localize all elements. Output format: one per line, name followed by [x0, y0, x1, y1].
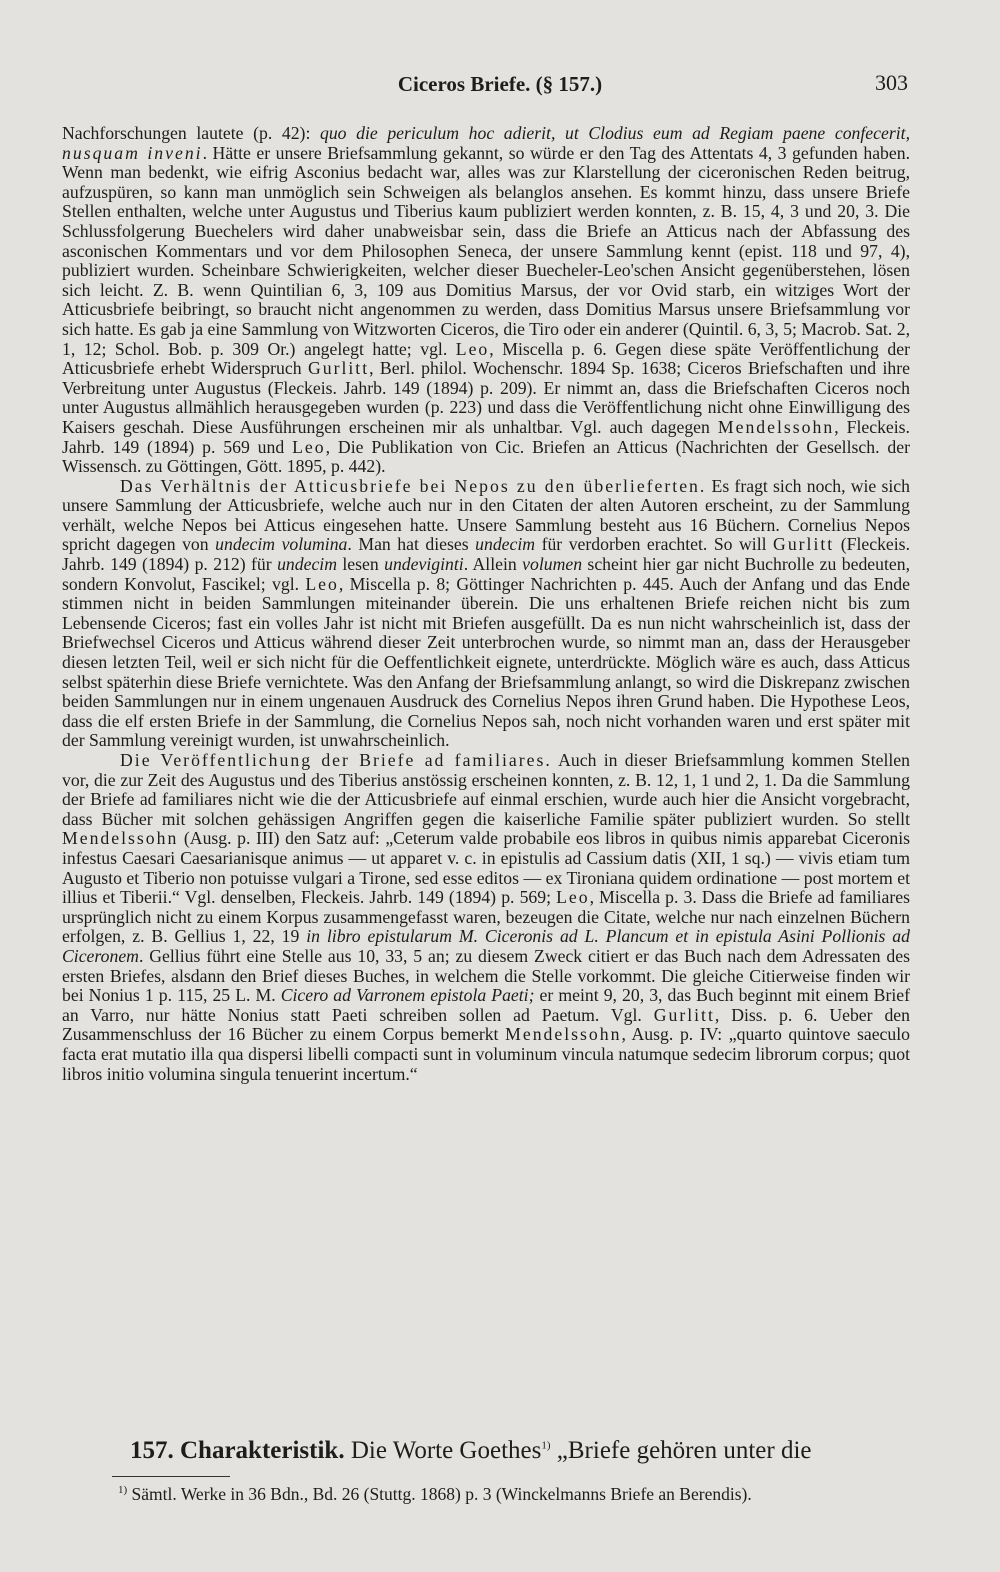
author-name: Gurlitt [773, 534, 835, 555]
section-text: „Briefe gehören unter die [550, 1437, 812, 1464]
author-name: Mendelssohn [717, 416, 835, 437]
author-name: Mendelssohn [505, 1024, 622, 1045]
text: , Die Publikation von Cic. Briefen an Atticus (Nachrichten der Gesellsch. der Wissensch. zu Göttingen, Gött. 1895, p. 442). [62, 436, 910, 477]
spaced-italic: nusquam inveni [62, 142, 203, 163]
footnote-reference[interactable]: 1) [541, 1439, 551, 1452]
italic-term: undecim [277, 554, 337, 575]
italic-term: volumen [522, 554, 583, 575]
paragraph-heading: Das Verhältnis der Atticusbriefe bei Nepos zu den überlieferten. [120, 475, 707, 496]
footnote [118, 1484, 918, 1504]
italic-term: undecim [475, 534, 536, 555]
page-header [0, 66, 1000, 102]
text: , Miscella p. 6. Gegen diese späte Veröffentlichung der Atticusbriefe erhebt Widerspruch [62, 338, 910, 379]
italic-term: undecim volumina [215, 534, 348, 555]
text: , Berl. philol. Wochenschr. 1894 Sp. 1638; Ciceros Briefschaften und ihre Verbreitung unter Augustus (Fleckeis. Jahrb. 149 (1894) p. 209). Er nimmt an, dass die Briefschaften Ciceros noch unter Augustus allmählich herausgegeben wurden (p. 223) und dass die Veröffentlichung nicht ohne Einwilligung des Kaisers geschah. Diese Ausführungen erscheinen mir als unhaltbar. Vgl. auch dagegen [62, 358, 910, 437]
page-number: 303 [875, 70, 908, 95]
author-name: Leo [455, 338, 490, 359]
footnote-text: Sämtl. Werke in 36 Bdn., Bd. 26 (Stuttg. 1868) p. 3 (Winckelmanns Briefe an Berendis). [127, 1484, 752, 1504]
text: , Ausg. p. IV: „quarto quintove saeculo facta erat mutatio illa qua dispersi libelli compacti sunt in voluminum vincula natumque sedecim librorum corpus; quot libros initio volumina singula tenuerint incertum.“ [62, 1024, 910, 1084]
author-name: Mendelssohn [62, 828, 179, 849]
text: für verdorben erachtet. So will [535, 534, 774, 555]
text: . Hätte er unsere Briefsammlung gekannt, so würde er den Tag des Attentats 4, 3 gefunden haben. Wenn man bedenkt, wie eifrig Asconius bedacht war, alles was zur Klarstellung der ciceronischen Reden beitrug, aufzuspüren, so kann man unmöglich sein Schweigen als belanglos ansehen. Es kommt hinzu, dass unsere Briefe Stellen enthalten, welche unter Augustus und Tiberius kaum publiziert werden konnten, z. B. 15, 4, 3 und 20, 3. Die Schlussfolgerung Buechelers wird daher unabweisbar sein, dass die Briefe an Atticus nach der Abfassung des asconischen Kommentars und vor dem Philosophen Seneca, der unsere Sammlung kennt (epist. 118 und 97, 4), publiziert wurden. Scheinbare Schwierigkeiten, welcher dieser Buecheler-Leo'schen Ansicht gegenüberstehen, lösen sich leicht. Z. B. wenn Quintilian 6, 3, 109 aus Domitius Marsus, der vor Ovid starb, ein witziges Wort der Atticusbriefe beibringt, so braucht nicht angenommen zu werden, dass Domitius Marsus unsere Briefsammlung vor sich hatte. Es gab ja eine Sammlung von Witzworten Ciceros, die Tiro oder ein anderer (Quintil. 6, 3, 5; Macrob. Sat. 2, 1, 12; Schol. Bob. p. 309 Or.) angelegt hatte; vgl. [62, 142, 911, 359]
text: (Ausg. p. III) den Satz auf: „Ceterum valde probabile eos libros in quibus nimis apparebat Ciceronis infestus Caesari Caesarianisque animus — ut apparet v. c. in epistulis ad Cassium datis (XII, 1 sq.) — vivis etiam tum Augusto et Tiberio non potuisse vulgari a Tirone, sed esse editos — ex Tironiana quidem ordinatione — post mortem et illius et Tiberii.“ Vgl. denselben, Fleckeis. Jahrb. 149 (1894) p. 569; [62, 828, 910, 908]
section-text: Die Worte Goethes [344, 1437, 542, 1464]
text: , Fleckeis. Jahrb. 149 (1894) p. 569 und [62, 416, 910, 457]
italic-quote: Cicero ad Varronem epistola Paeti; [280, 985, 535, 1006]
author-name: Gurlitt [307, 358, 370, 379]
author-name: Gurlitt [653, 1004, 715, 1025]
paragraph-heading: Die Veröffentlichung der Briefe ad familiares. [120, 750, 552, 770]
text: er meint 9, 20, 3, das Buch beginnt mit einem Brief an Varro, nur hätte Nonius statt Paeti schreiben sollen ad Paetum. Vgl. [62, 985, 910, 1025]
text: scheint hier gar nicht Buchrolle zu bedeuten, sondern Konvolut, Fascikel; vgl. [62, 554, 911, 594]
text: . Allein [463, 554, 523, 575]
running-title: Ciceros Briefe. (§ 157.) [397, 72, 603, 96]
text: . Man hat dieses [347, 534, 476, 555]
text: lesen [336, 554, 385, 575]
footnote-marker: 1) [118, 1484, 128, 1497]
text: , Diss. p. 6. Ueber den Zusammenschluss der 16 Bücher zu einem Corpus bemerkt [62, 1004, 910, 1045]
paragraph-asconius [62, 124, 910, 477]
text: , Miscella p. 8; Göttinger Nachrichten p. 445. Auch der Anfang und das Ende stimmen nicht in beiden Sammlungen miteinander überein. Die uns erhaltenen Briefe reichen nicht bis zum Lebensende Ciceros; fast ein volles Jahr ist nicht mit Briefen ausgefüllt. Da es nun nicht wahrscheinlich ist, dass der Briefwechsel Ciceros und Atticus während dieser Zeit unterbrochen wurde, so nimmt man an, dass der Herausgeber diesen letzten Teil, weil er sich nicht für die Oeffentlichkeit eignete, unterdrückte. Möglich wäre es auch, dass Atticus selbst späterhin diese Briefe vernichtete. Was den Anfang der Briefsammlung anlangt, so wird die Diskrepanz zwischen beiden Sammlungen nur in einem ungenauen Ausdruck des Cornelius Nepos ihren Grund haben. Die Hypothese Leos, dass die elf ersten Briefe in der Sammlung, die Cornelius Nepos sah, noch nicht vorhanden waren und erst später mit der Sammlung vereinigt wurden, ist unwahrscheinlich. [62, 573, 910, 751]
text: Nachforschungen lautete (p. 42): [62, 123, 320, 143]
main-text [62, 124, 910, 1084]
text: Es fragt sich noch, wie sich unsere Sammlung der Atticusbriefe, welche auch nur in den Citaten der alten Autoren erscheint, zu der Sammlung verhält, welche Nepos bei Atticus eingesehen hatte. Unsere Sammlung besteht aus 16 Büchern. Cornelius Nepos spricht dagegen von [62, 475, 910, 555]
text: (Fleckeis. Jahrb. 149 (1894) p. 212) für [62, 534, 910, 575]
paragraph-nepos [62, 477, 910, 751]
footnote-divider [112, 1476, 230, 1477]
section-number: 157. [130, 1437, 174, 1464]
section-heading [130, 1436, 920, 1466]
italic-quote: quo die periculum hoc adierit, ut Clodius eum ad Regiam paene confecerit, [319, 123, 910, 143]
author-name: Leo [305, 573, 339, 594]
author-name: Leo [556, 887, 590, 908]
author-name: Leo [292, 436, 326, 457]
italic-term: undeviginti [384, 554, 464, 575]
text: . Gellius führt eine Stelle aus 10, 33, 5 an; zu diesem Zweck citiert er das Buch nach dem Adressaten des ersten Briefes, alsdann den Brief dieses Buches, in welchem die Stelle vorkommt. Die gleiche Citierweise finden wir bei Nonius 1 p. 115, 25 L. M. [62, 945, 910, 1006]
section-title: Charakteristik. [180, 1437, 345, 1464]
paragraph-familiares [62, 751, 910, 1084]
italic-quote: in libro epistularum M. Ciceronis ad L. Plancum et in epistula Asini Pollionis ad Ciceronem [62, 926, 910, 966]
text: Auch in dieser Briefsammlung kommen Stellen vor, die zur Zeit des Augustus und des Tiberius anstössig erscheinen konnten, z. B. 12, 1, 1 und 2, 1. Da die Sammlung der Briefe ad familiares nicht wie die der Atticusbriefe auf einmal erschien, wurde auch hier die Ansicht vorgebracht, dass Bücher mit solchen gehässigen Angriffen gegen die kaiserliche Familie später publiziert wurden. So stellt [62, 750, 910, 829]
text: , Miscella p. 3. Dass die Briefe ad familiares ursprünglich nicht zu einem Korpus zusammengefasst waren, bezeugen die Citate, welche nur nach einzelnen Büchern erfolgen, z. B. Gellius 1, 22, 19 [62, 887, 910, 947]
